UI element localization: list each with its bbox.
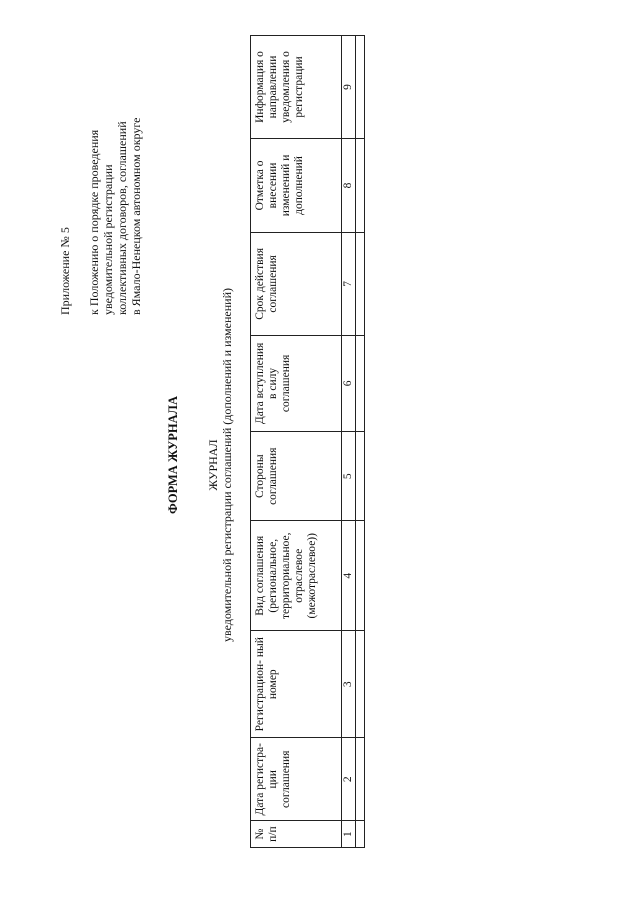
column-number-cell: 3: [342, 631, 356, 738]
appendix-block: [58, 55, 143, 315]
column-number-row: [342, 36, 356, 848]
appendix-line-4: в Ямало-Ненецком автономном округе: [129, 117, 143, 315]
appendix-line-2: уведомительной регистрации: [101, 164, 115, 315]
empty-cell: [356, 335, 365, 431]
column-number-cell: 2: [342, 738, 356, 821]
journal-subtitle: уведомительной регистрации соглашений (дополнений и изменений): [220, 288, 234, 643]
header-cell-duration: Срок действия соглашения: [251, 232, 342, 335]
journal-title: ЖУРНАЛ: [206, 439, 220, 491]
appendix-line-3: коллективных договоров, соглашений: [115, 121, 129, 315]
column-number-cell: 7: [342, 232, 356, 335]
header-cell-notification-info: Информация о направлении уведомления о регистрации: [251, 36, 342, 139]
empty-cell: [356, 36, 365, 139]
header-cell-agreement-type: Вид соглашения (региональное, территориальное, отраслевое (межотраслевое)): [251, 521, 342, 631]
header-cell-number: № п/п: [251, 821, 342, 848]
column-number-cell: 1: [342, 821, 356, 848]
form-title: ФОРМА ЖУРНАЛА: [166, 395, 180, 515]
header-row: [251, 36, 342, 848]
header-cell-registration-number: Регистрацион- ный номер: [251, 631, 342, 738]
empty-entry-row: [356, 36, 365, 848]
header-cell-parties: Стороны соглашения: [251, 431, 342, 520]
column-number-cell: 9: [342, 36, 356, 139]
empty-cell: [356, 821, 365, 848]
header-cell-amendments-mark: Отметка о внесении изменений и дополнений: [251, 138, 342, 232]
column-number-cell: 6: [342, 335, 356, 431]
header-cell-effective-date: Дата вступления в силу соглашения: [251, 335, 342, 431]
empty-cell: [356, 138, 365, 232]
empty-cell: [356, 738, 365, 821]
empty-cell: [356, 232, 365, 335]
journal-title-block: [206, 205, 234, 725]
empty-cell: [356, 431, 365, 520]
column-number-cell: 5: [342, 431, 356, 520]
column-number-cell: 4: [342, 521, 356, 631]
appendix-line-1: к Положению о порядке проведения: [87, 129, 101, 315]
empty-cell: [356, 631, 365, 738]
empty-cell: [356, 521, 365, 631]
header-cell-registration-date: Дата регистра- ции соглашения: [251, 738, 342, 821]
appendix-title: Приложение № 5: [58, 227, 72, 315]
journal-table: [250, 35, 365, 848]
column-number-cell: 8: [342, 138, 356, 232]
